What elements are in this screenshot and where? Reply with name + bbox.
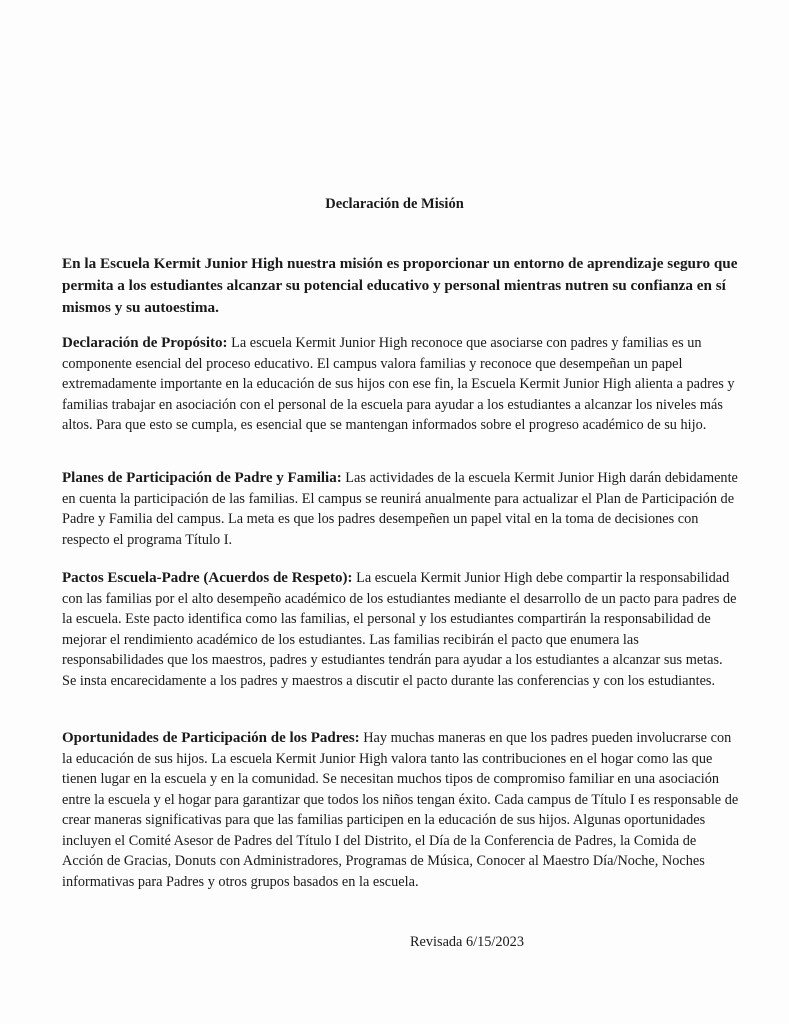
section-purpose [62, 333, 740, 436]
section-body: La escuela Kermit Junior High debe compartir la responsabilidad con las familias por el alto desempeño académico de los estudiantes mediante el desarrollo de un pacto para padres de la escuela. Este pacto identifica como las familias, el personal y los estudiantes compartirán la responsabilidad de mejorar el rendimiento académico de los estudiantes. Las familias recibirán el pacto que enumera las responsabilidades que los maestros, padres y estudiantes tendrán para ayudar a los estudiantes a alcanzar sus metas. Se insta encarecidamente a los padres y maestros a discutir el pacto durante las conferencias y con los estudiantes. [62, 570, 737, 689]
section-heading: Pactos Escuela-Padre (Acuerdos de Respeto): [62, 570, 353, 586]
section-school-parent-pacts [62, 568, 740, 691]
section-body: La escuela Kermit Junior High reconoce que asociarse con padres y familias es un componente esencial del proceso educativo. El campus valora familias y reconoce que desempeñan un papel extremadamente importante en la educación de sus hijos con ese fin, la Escuela Kermit Junior High alienta a padres y familias trabajar en asociación con el personal de la escuela para ayudar a los estudiantes a alcanzar los niveles más altos. Para que esto se cumpla, es esencial que se mantengan informados sobre el progreso académico de su hijo. [62, 335, 735, 433]
page-title: Declaración de Misión [325, 196, 464, 212]
section-heading: Declaración de Propósito: [62, 335, 228, 351]
mission-statement: En la Escuela Kermit Junior High nuestra misión es proporcionar un entorno de aprendizaje seguro que permita a los estudiantes alcanzar su potencial educativo y personal mientras nutren su confianza en sí mismos y su autoestima. [62, 255, 738, 316]
section-heading: Planes de Participación de Padre y Familia: [62, 470, 342, 486]
section-body: Las actividades de la escuela Kermit Junior High darán debidamente en cuenta la participación de las familias. El campus se reunirá anualmente para actualizar el Plan de Participación de Padre y Familia del campus. La meta es que los padres desempeñen un papel vital en la toma de decisiones con respecto el programa Título I. [62, 470, 738, 548]
section-heading: Oportunidades de Participación de los Padres: [62, 730, 360, 746]
section-family-participation-plans [62, 468, 740, 550]
section-parent-participation-opportunities [62, 728, 740, 892]
revision-date: Revisada 6/15/2023 [410, 934, 524, 950]
section-body: Hay muchas maneras en que los padres pueden involucrarse con la educación de sus hijos. La escuela Kermit Junior High valora tanto las contribuciones en el hogar como las que tienen lugar en la escuela y en la comunidad. Se necesitan muchos tipos de compromiso familiar en una asociación entre la escuela y el hogar para garantizar que todos los niños tengan éxito. Cada campus de Título I es responsable de crear maneras significativas para que las familias participen en la educación de sus hijos. Algunas oportunidades incluyen el Comité Asesor de Padres del Título I del Distrito, el Día de la Conferencia de Padres, la Comida de Acción de Gracias, Donuts con Administradores, Programas de Música, Conocer al Maestro Día/Noche, Noches informativas para Padres y otros grupos basados en la escuela. [62, 730, 739, 890]
